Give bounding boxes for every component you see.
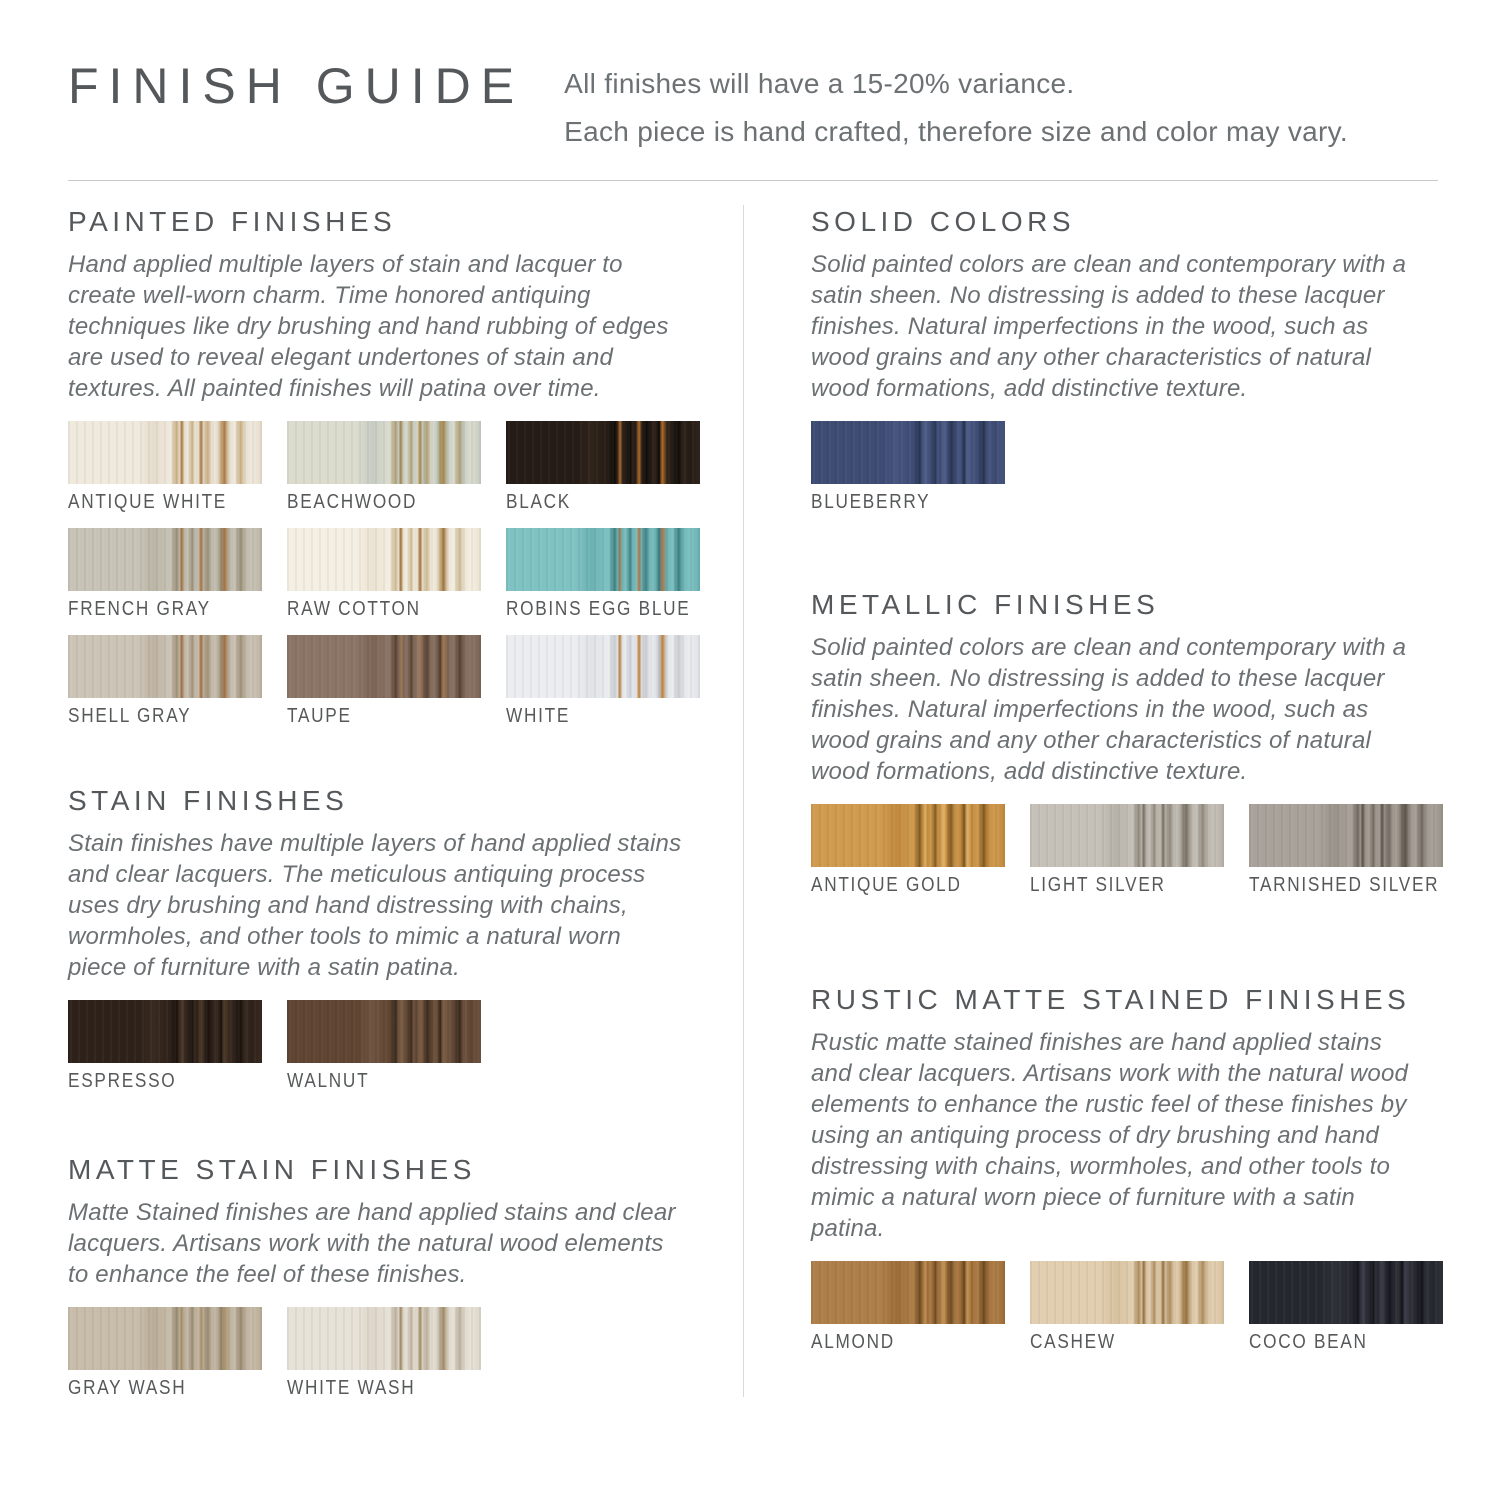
subtitle-line-2: Each piece is hand crafted, therefore size and color may vary. xyxy=(564,116,1348,147)
swatch-grid-solid xyxy=(811,421,1443,514)
finish-sample-almond xyxy=(811,1261,1005,1324)
finish-white-wash xyxy=(287,1307,481,1400)
finish-light-silver xyxy=(1030,804,1224,897)
page-subtitle xyxy=(564,56,1348,156)
section-stain-finishes xyxy=(68,784,700,1093)
finish-walnut xyxy=(287,1000,481,1093)
finish-sample-espresso xyxy=(68,1000,262,1063)
finish-label-almond: ALMOND xyxy=(811,1331,895,1353)
finish-label-black: BLACK xyxy=(506,491,572,513)
section-description-rustic: Rustic matte stained finishes are hand applied stains and clear lacquers. Artisans work with the natural wood elements to enhance the rustic feel of these finishes by using an antiquing process of dry brushing and hand distressing with chains, wormholes, and other tools to mimic a natural worn piece of furniture with a satin patina. xyxy=(811,1029,1409,1242)
section-description-stain: Stain finishes have multiple layers of hand applied stains and clear lacquers. The meticulous antiquing process uses dry brushing and hand distressing with chains, wormholes, and other tools to mimic a natural worn piece of furniture with a satin patina. xyxy=(68,830,682,981)
swatch-grid-stain xyxy=(68,1000,700,1093)
finish-white xyxy=(506,635,700,728)
finish-label-cashew: CASHEW xyxy=(1030,1331,1116,1353)
finish-sample-tarnished-silver xyxy=(1249,804,1443,867)
finish-espresso xyxy=(68,1000,262,1093)
finish-antique-gold xyxy=(811,804,1005,897)
finish-label-white: WHITE xyxy=(506,705,571,727)
content-columns xyxy=(68,205,1452,1400)
finish-label-blueberry: BLUEBERRY xyxy=(811,491,931,513)
right-column xyxy=(811,205,1443,1400)
finish-almond xyxy=(811,1261,1005,1354)
subtitle-line-1: All finishes will have a 15-20% variance. xyxy=(564,68,1075,99)
finish-sample-blueberry xyxy=(811,421,1005,484)
finish-sample-gray-wash xyxy=(68,1307,262,1370)
swatch-grid-metallic xyxy=(811,804,1443,897)
finish-beachwood xyxy=(287,421,481,514)
page-header xyxy=(68,56,1452,156)
section-heading-solid: SOLID COLORS xyxy=(811,206,1076,237)
section-solid-colors xyxy=(811,205,1443,514)
finish-sample-raw-cotton xyxy=(287,528,481,591)
finish-label-gray-wash: GRAY WASH xyxy=(68,1377,187,1399)
finish-label-antique-gold: ANTIQUE GOLD xyxy=(811,874,962,896)
finish-tarnished-silver xyxy=(1249,804,1443,897)
finish-sample-cashew xyxy=(1030,1261,1224,1324)
finish-raw-cotton xyxy=(287,528,481,621)
finish-label-beachwood: BEACHWOOD xyxy=(287,491,418,513)
finish-label-espresso: ESPRESSO xyxy=(68,1070,177,1092)
section-heading-metallic: METALLIC FINISHES xyxy=(811,589,1160,620)
finish-label-french-gray: FRENCH GRAY xyxy=(68,598,211,620)
finish-label-coco-bean: COCO BEAN xyxy=(1249,1331,1368,1353)
finish-label-antique-white: ANTIQUE WHITE xyxy=(68,491,228,513)
finish-sample-black xyxy=(506,421,700,484)
section-description-matte-stain: Matte Stained finishes are hand applied stains and clear lacquers. Artisans work with the natural wood elements to enhance the feel of these finishes. xyxy=(68,1199,676,1288)
section-description-painted: Hand applied multiple layers of stain and lacquer to create well-worn charm. Time honored antiquing techniques like dry brushing and hand rubbing of edges are used to reveal elegant undertones of stain and textures. All painted finishes will patina over time. xyxy=(68,251,669,402)
section-painted-finishes xyxy=(68,205,700,728)
finish-sample-taupe xyxy=(287,635,481,698)
section-rustic-matte-stained-finishes xyxy=(811,983,1443,1354)
finish-sample-walnut xyxy=(287,1000,481,1063)
section-heading-matte-stain: MATTE STAIN FINISHES xyxy=(68,1154,476,1185)
column-divider xyxy=(743,205,744,1397)
finish-taupe xyxy=(287,635,481,728)
swatch-grid-painted xyxy=(68,421,700,728)
finish-cashew xyxy=(1030,1261,1224,1354)
finish-sample-robins-egg-blue xyxy=(506,528,700,591)
swatch-grid-rustic xyxy=(811,1261,1443,1354)
finish-sample-white xyxy=(506,635,700,698)
finish-coco-bean xyxy=(1249,1261,1443,1354)
finish-label-walnut: WALNUT xyxy=(287,1070,370,1092)
page-title: FINISH GUIDE xyxy=(68,58,525,114)
section-matte-stain-finishes xyxy=(68,1153,700,1400)
finish-label-raw-cotton: RAW COTTON xyxy=(287,598,421,620)
finish-label-light-silver: LIGHT SILVER xyxy=(1030,874,1166,896)
left-column xyxy=(68,205,700,1400)
finish-sample-light-silver xyxy=(1030,804,1224,867)
section-heading-stain: STAIN FINISHES xyxy=(68,785,349,816)
finish-antique-white xyxy=(68,421,262,514)
finish-sample-white-wash xyxy=(287,1307,481,1370)
finish-sample-antique-white xyxy=(68,421,262,484)
swatch-grid-matte-stain xyxy=(68,1307,700,1400)
header-divider xyxy=(68,180,1438,181)
finish-sample-french-gray xyxy=(68,528,262,591)
finish-blueberry xyxy=(811,421,1005,514)
finish-label-robins-egg-blue: ROBINS EGG BLUE xyxy=(506,598,691,620)
finish-shell-gray xyxy=(68,635,262,728)
section-description-metallic: Solid painted colors are clean and contemporary with a satin sheen. No distressing is added to these lacquer finishes. Natural imperfections in the wood, such as wood grains and any other characteristics of natural wood formations, add distinctive texture. xyxy=(811,634,1407,785)
finish-label-white-wash: WHITE WASH xyxy=(287,1377,416,1399)
finish-robins-egg-blue xyxy=(506,528,700,621)
section-heading-rustic: RUSTIC MATTE STAINED FINISHES xyxy=(811,984,1411,1015)
finish-label-tarnished-silver: TARNISHED SILVER xyxy=(1249,874,1440,896)
finish-sample-antique-gold xyxy=(811,804,1005,867)
finish-label-shell-gray: SHELL GRAY xyxy=(68,705,192,727)
finish-sample-beachwood xyxy=(287,421,481,484)
finish-black xyxy=(506,421,700,514)
finish-sample-shell-gray xyxy=(68,635,262,698)
finish-label-taupe: TAUPE xyxy=(287,705,352,727)
section-metallic-finishes xyxy=(811,588,1443,897)
finish-french-gray xyxy=(68,528,262,621)
finish-gray-wash xyxy=(68,1307,262,1400)
section-description-solid: Solid painted colors are clean and contemporary with a satin sheen. No distressing is added to these lacquer finishes. Natural imperfections in the wood, such as wood grains and any other characteristics of natural wood formations, add distinctive texture. xyxy=(811,251,1407,402)
finish-sample-coco-bean xyxy=(1249,1261,1443,1324)
section-heading-painted: PAINTED FINISHES xyxy=(68,206,397,237)
